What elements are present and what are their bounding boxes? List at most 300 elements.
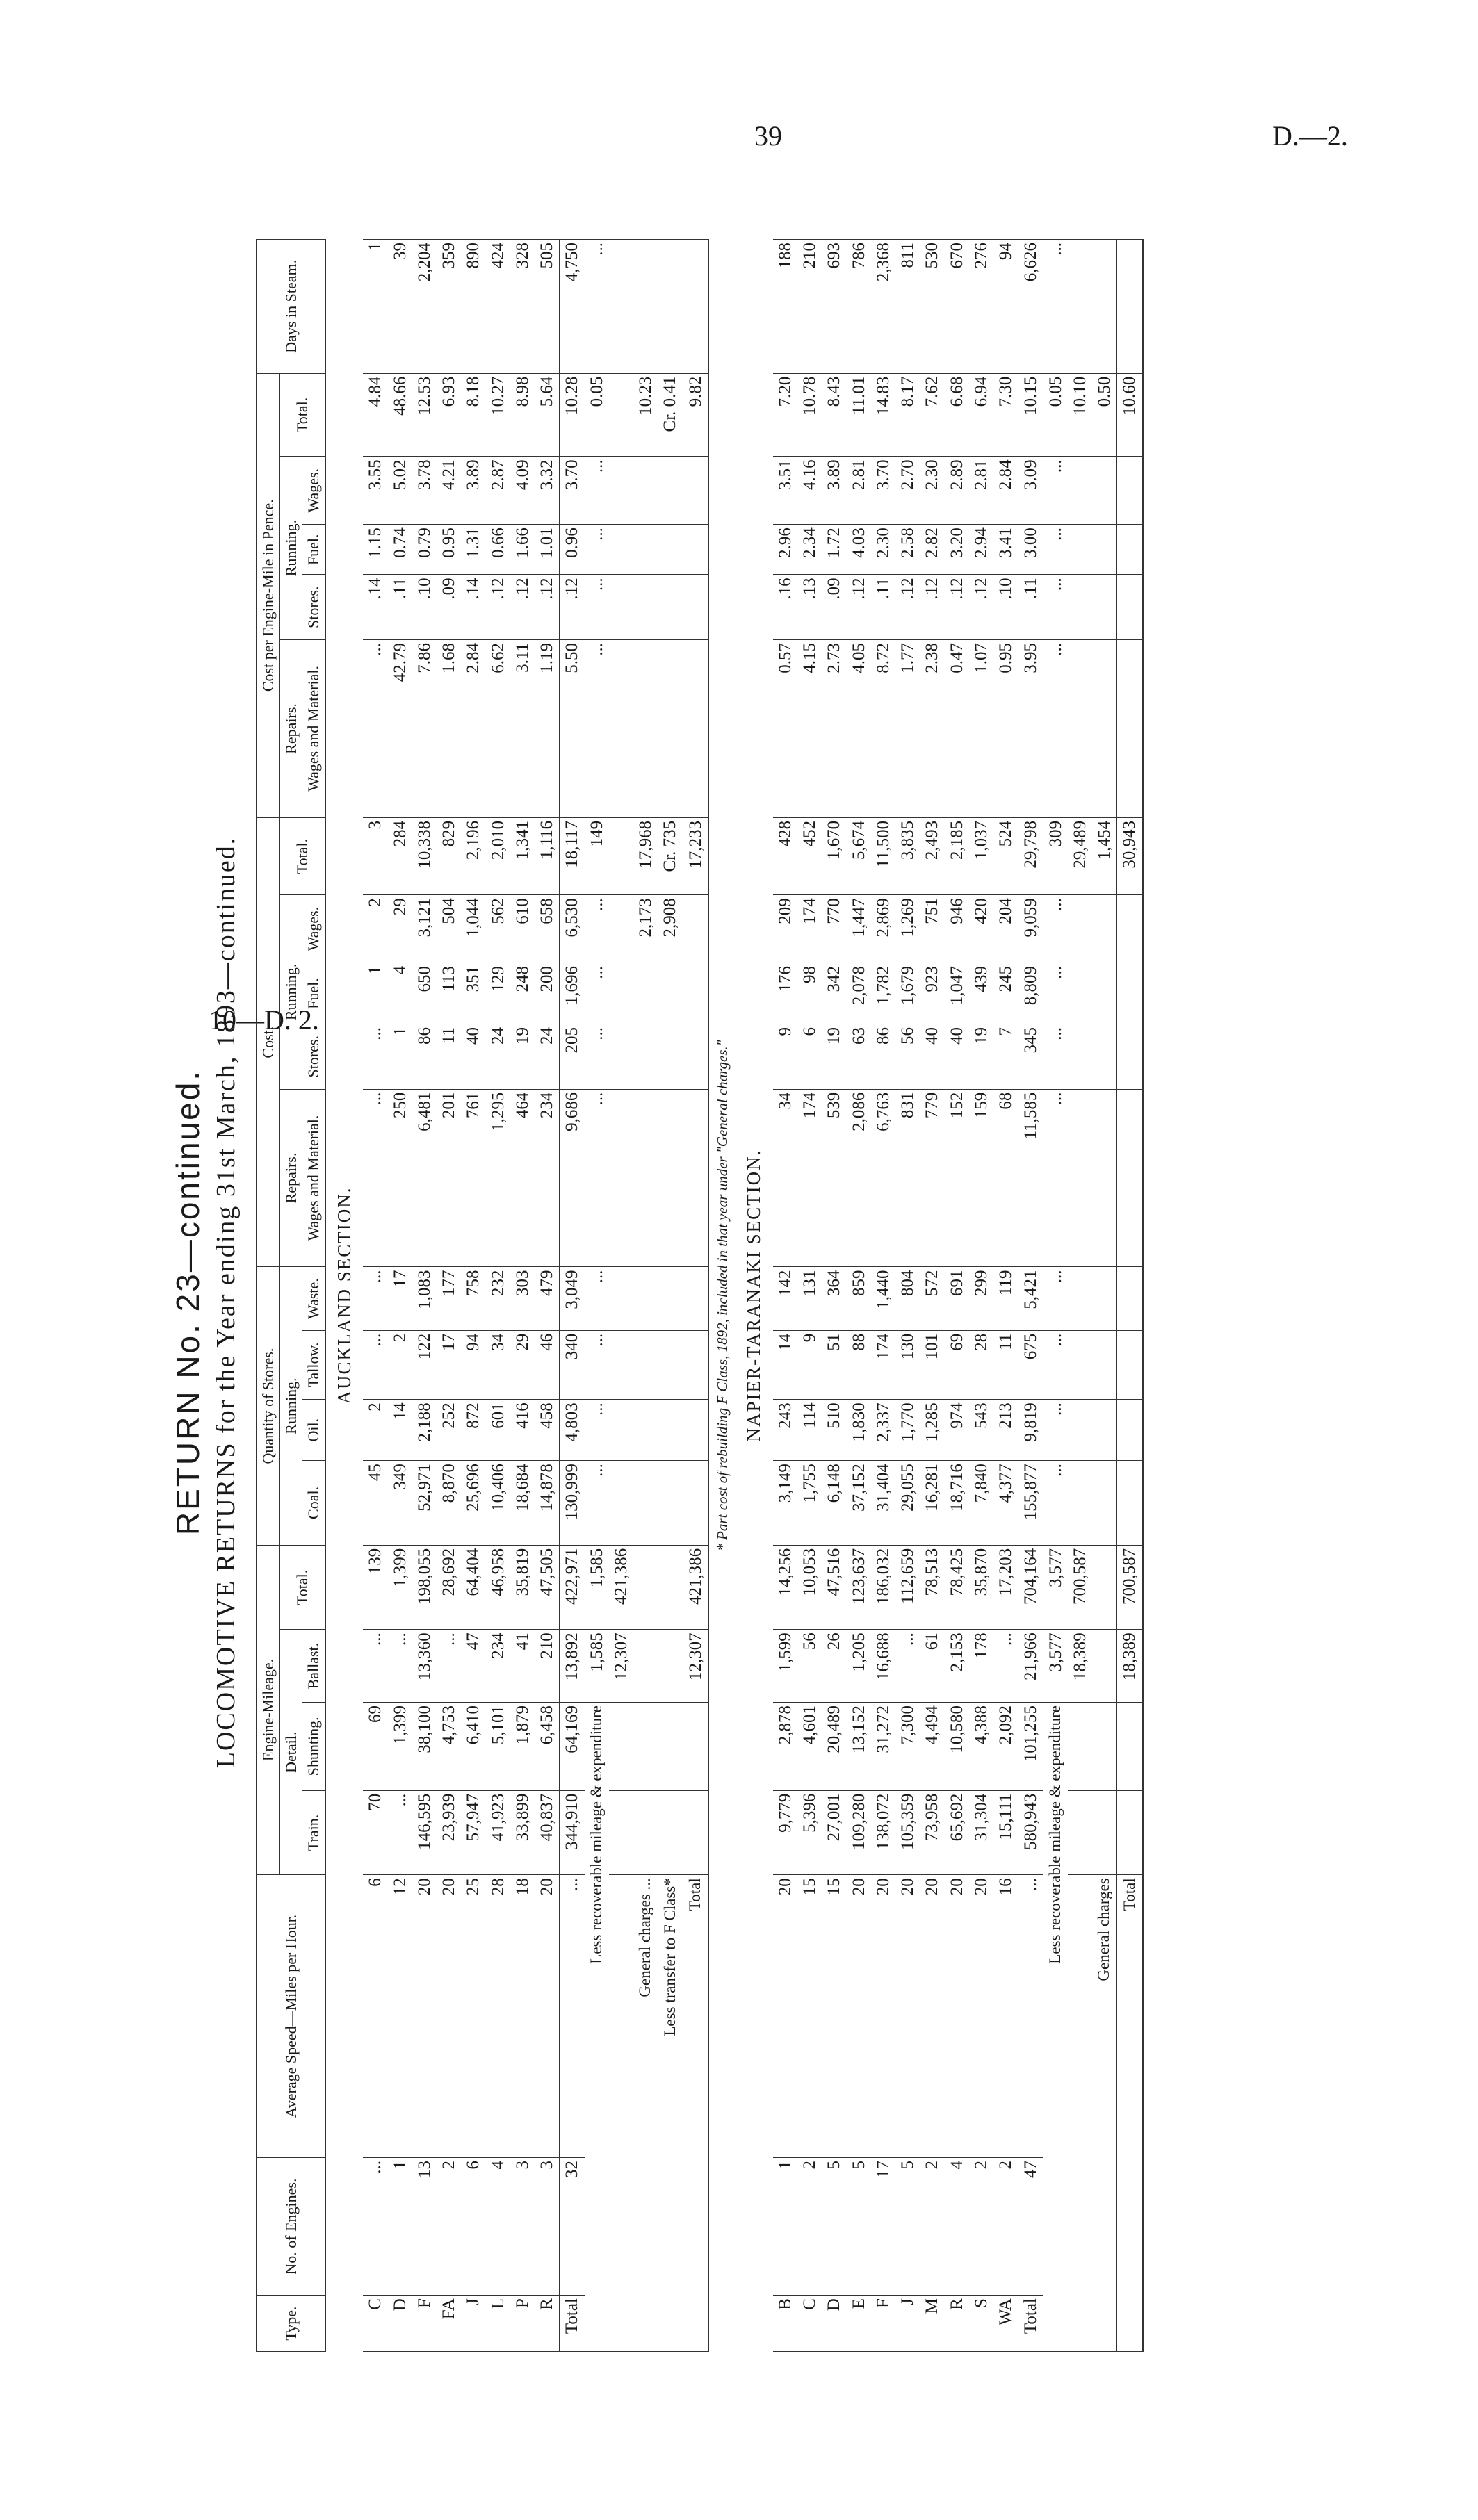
- table-cell: 20: [847, 1875, 871, 2158]
- table-cell: 761: [461, 1089, 485, 1267]
- table-cell: 2,010: [486, 817, 510, 894]
- empty-cell: [609, 640, 633, 818]
- subgroup-cost-repairs: Repairs.: [279, 1089, 302, 1267]
- table-cell: 1,782: [871, 963, 895, 1024]
- table-cell: 73,958: [920, 1790, 944, 1875]
- table-cell: .12: [945, 575, 969, 640]
- table-cell: 2: [437, 2157, 461, 2295]
- total-row: [1018, 240, 1043, 2352]
- table-cell: 47: [1018, 2157, 1043, 2295]
- table-cell: 1: [388, 1024, 412, 1089]
- table-cell: 670: [945, 240, 969, 374]
- table-cell: 205: [560, 1024, 585, 1089]
- table-cell: 1,670: [822, 817, 846, 894]
- table-cell: 3.55: [363, 457, 387, 525]
- table-cell: ...: [585, 1461, 609, 1546]
- col-pence-wages: Wages.: [302, 457, 325, 525]
- table-cell: 1,399: [388, 1545, 412, 1630]
- table-cell: 86: [871, 1024, 895, 1089]
- table-cell: 1,037: [969, 817, 993, 894]
- table-cell: 64,169: [560, 1703, 585, 1791]
- empty-cell: [1092, 1790, 1117, 1875]
- table-cell: 2: [363, 895, 387, 963]
- table-cell: 25: [461, 1875, 485, 2158]
- table-cell: 10.27: [486, 373, 510, 457]
- table-cell: 2,188: [412, 1400, 437, 1461]
- table-cell: 2: [797, 2157, 822, 2295]
- empty-cell: [658, 575, 683, 640]
- empty-cell: [1117, 1703, 1143, 1791]
- table-cell: 9,779: [773, 1790, 797, 1875]
- table-cell: 4.84: [363, 373, 387, 457]
- table-cell: 201: [437, 1089, 461, 1267]
- table-cell: 5.02: [388, 457, 412, 525]
- table-cell: 15,111: [993, 1790, 1018, 1875]
- table-cell: 47,505: [535, 1545, 560, 1630]
- table-cell: 101,255: [1018, 1703, 1043, 1791]
- engine-type: P: [510, 2296, 535, 2352]
- table-cell: 2.87: [486, 457, 510, 525]
- table-cell: .12: [486, 575, 510, 640]
- table-cell: ...: [1018, 1875, 1043, 2158]
- subgroup-pence-repairs: Repairs.: [279, 640, 302, 818]
- empty-cell: [1092, 1024, 1117, 1089]
- table-cell: 10.10: [1068, 373, 1092, 457]
- empty-cell: [633, 640, 658, 818]
- table-cell: 10.60: [1117, 373, 1143, 457]
- table-cell: 11: [437, 1024, 461, 1089]
- table-cell: 1,454: [1092, 817, 1117, 894]
- col-engines: No. of Engines.: [257, 2157, 325, 2295]
- empty-cell: [683, 1790, 708, 1875]
- table-cell: 4.15: [797, 640, 822, 818]
- table-cell: 6: [461, 2157, 485, 2295]
- table-cell: 18,389: [1117, 1630, 1143, 1703]
- table-cell: 786: [847, 240, 871, 374]
- table-cell: 344,910: [560, 1790, 585, 1875]
- table-cell: 1.19: [535, 640, 560, 818]
- table-cell: .14: [461, 575, 485, 640]
- table-cell: 10,580: [945, 1703, 969, 1791]
- table-cell: 2.30: [871, 525, 895, 575]
- empty-cell: [1092, 963, 1117, 1024]
- table-cell: 2: [363, 1400, 387, 1461]
- table-cell: 234: [535, 1089, 560, 1267]
- table-cell: 13,892: [560, 1630, 585, 1703]
- empty-cell: [1092, 575, 1117, 640]
- engine-type: R: [535, 2296, 560, 2352]
- section-heading: AUCKLAND SECTION.: [333, 1186, 355, 1405]
- table-row: [773, 240, 797, 2352]
- table-cell: ...: [437, 1630, 461, 1703]
- table-cell: 422,971: [560, 1545, 585, 1630]
- table-cell: 27,001: [822, 1790, 846, 1875]
- table-cell: 3.95: [1018, 640, 1043, 818]
- table-cell: ...: [1043, 1267, 1068, 1330]
- empty-cell: [683, 1461, 708, 1546]
- table-cell: 7,300: [895, 1703, 920, 1791]
- table-cell: 1,830: [847, 1400, 871, 1461]
- table-cell: 0.95: [993, 640, 1018, 818]
- table-row: [437, 240, 461, 2352]
- table-row: [895, 240, 920, 2352]
- table-cell: 1,044: [461, 895, 485, 963]
- table-cell: 4: [388, 963, 412, 1024]
- table-cell: 46: [535, 1330, 560, 1400]
- empty-cell: [633, 1630, 658, 1703]
- table-cell: 131: [797, 1267, 822, 1330]
- subgroup-detail: Detail.: [279, 1630, 302, 1875]
- empty-cell: [1117, 895, 1143, 963]
- empty-cell: [658, 1330, 683, 1400]
- table-cell: 452: [797, 817, 822, 894]
- table-cell: 758: [461, 1267, 485, 1330]
- table-cell: ...: [585, 640, 609, 818]
- table-cell: 691: [945, 1267, 969, 1330]
- table-cell: .12: [535, 575, 560, 640]
- table-cell: .09: [437, 575, 461, 640]
- empty-cell: [683, 1089, 708, 1267]
- table-cell: 2: [388, 1330, 412, 1400]
- empty-cell: [633, 457, 658, 525]
- section-heading-row: [325, 240, 364, 2352]
- empty-cell: [683, 895, 708, 963]
- table-cell: 123,637: [847, 1545, 871, 1630]
- table-cell: 188: [773, 240, 797, 374]
- table-cell: 149: [585, 817, 609, 894]
- table-cell: 1,755: [797, 1461, 822, 1546]
- empty-cell: [1068, 575, 1092, 640]
- table-cell: 198,055: [412, 1545, 437, 1630]
- table-cell: 2.84: [461, 640, 485, 818]
- table-cell: ...: [1043, 1330, 1068, 1400]
- table-cell: 543: [969, 1400, 993, 1461]
- table-cell: 68: [993, 1089, 1018, 1267]
- table-cell: 3.09: [1018, 457, 1043, 525]
- table-cell: ...: [363, 1267, 387, 1330]
- subgroup-pence-running: Running.: [279, 457, 302, 640]
- table-cell: 52,971: [412, 1461, 437, 1546]
- table-cell: 510: [822, 1400, 846, 1461]
- table-cell: 2.81: [847, 457, 871, 525]
- table-cell: 129: [486, 963, 510, 1024]
- table-cell: 12: [388, 1875, 412, 2158]
- table-cell: ...: [585, 1089, 609, 1267]
- table-cell: 4,803: [560, 1400, 585, 1461]
- table-cell: 177: [437, 1267, 461, 1330]
- return-subtitle: LOCOMOTIVE RETURNS for the Year ending 31st March, 1893—continued.: [211, 836, 241, 1769]
- table-cell: 11,500: [871, 817, 895, 894]
- table-cell: 1.07: [969, 640, 993, 818]
- table-cell: 1,679: [895, 963, 920, 1024]
- empty-cell: [609, 1330, 633, 1400]
- table-cell: 9,686: [560, 1089, 585, 1267]
- empty-cell: [1068, 963, 1092, 1024]
- table-cell: ...: [993, 1630, 1018, 1703]
- table-cell: 5.50: [560, 640, 585, 818]
- table-cell: 0.50: [1092, 373, 1117, 457]
- table-cell: 61: [920, 1630, 944, 1703]
- table-cell: 119: [993, 1267, 1018, 1330]
- table-cell: 56: [797, 1630, 822, 1703]
- page-number: 39: [754, 120, 782, 152]
- table-cell: 8,870: [437, 1461, 461, 1546]
- table-cell: .14: [363, 575, 387, 640]
- engine-type: C: [363, 2296, 387, 2352]
- row-label: Total: [1018, 2296, 1043, 2352]
- table-cell: 10,338: [412, 817, 437, 894]
- table-cell: 17,203: [993, 1545, 1018, 1630]
- empty-cell: [1068, 525, 1092, 575]
- footnote: * Part cost of rebuilding F Class, 1892, included in that year under "General charges.": [713, 1040, 731, 1551]
- table-cell: ...: [388, 1790, 412, 1875]
- table-cell: 26: [822, 1630, 846, 1703]
- table-cell: 1,447: [847, 895, 871, 963]
- table-row: [388, 240, 412, 2352]
- table-cell: 4,494: [920, 1703, 944, 1791]
- table-cell: .12: [920, 575, 944, 640]
- table-cell: 1,285: [920, 1400, 944, 1461]
- empty-cell: [633, 1024, 658, 1089]
- table-cell: 70: [363, 1790, 387, 1875]
- table-cell: 78,513: [920, 1545, 944, 1630]
- table-cell: 349: [388, 1461, 412, 1546]
- table-cell: Cr. 735: [658, 817, 683, 894]
- table-cell: 2.82: [920, 525, 944, 575]
- empty-cell: [1092, 1330, 1117, 1400]
- table-cell: 155,877: [1018, 1461, 1043, 1546]
- table-cell: 3,835: [895, 817, 920, 894]
- table-cell: 5,101: [486, 1703, 510, 1791]
- table-cell: ...: [1043, 963, 1068, 1024]
- table-cell: 8.72: [871, 640, 895, 818]
- transfer-row: [658, 240, 683, 2352]
- engine-type: M: [920, 2296, 944, 2352]
- empty-cell: [1092, 1630, 1117, 1703]
- engine-type: R: [945, 2296, 969, 2352]
- engine-type: D: [822, 2296, 846, 2352]
- empty-cell: [1068, 640, 1092, 818]
- table-cell: 428: [773, 817, 797, 894]
- table-cell: 4,601: [797, 1703, 822, 1791]
- table-cell: 4.21: [437, 457, 461, 525]
- table-cell: 63: [847, 1024, 871, 1089]
- table-cell: 890: [461, 240, 485, 374]
- table-cell: 47: [461, 1630, 485, 1703]
- table-cell: 6,148: [822, 1461, 846, 1546]
- empty-cell: [1092, 1545, 1117, 1630]
- section-heading: NAPIER-TARANAKI SECTION.: [743, 1149, 764, 1442]
- table-cell: 101: [920, 1330, 944, 1400]
- engine-type: B: [773, 2296, 797, 2352]
- empty-cell: [609, 1024, 633, 1089]
- table-cell: 40: [461, 1024, 485, 1089]
- table-cell: 19: [822, 1024, 846, 1089]
- table-cell: 213: [993, 1400, 1018, 1461]
- table-cell: 4.16: [797, 457, 822, 525]
- table-cell: 42.79: [388, 640, 412, 818]
- empty-cell: [633, 575, 658, 640]
- table-cell: 12,307: [609, 1630, 633, 1703]
- table-cell: 1,599: [773, 1630, 797, 1703]
- table-cell: 1.68: [437, 640, 461, 818]
- table-row: [920, 240, 944, 2352]
- empty-cell: [633, 1330, 658, 1400]
- table-cell: 234: [486, 1630, 510, 1703]
- table-cell: 4.05: [847, 640, 871, 818]
- col-mileage-total: Total.: [279, 1545, 325, 1630]
- empty-cell: [683, 1703, 708, 1791]
- table-cell: 248: [510, 963, 535, 1024]
- table-cell: 174: [797, 895, 822, 963]
- table-cell: 31,404: [871, 1461, 895, 1546]
- table-cell: .11: [388, 575, 412, 640]
- empty-cell: [1068, 895, 1092, 963]
- table-cell: ...: [1043, 525, 1068, 575]
- empty-cell: [1068, 1089, 1092, 1267]
- empty-cell: [658, 240, 683, 374]
- table-cell: 3.70: [560, 457, 585, 525]
- table-cell: 3: [363, 817, 387, 894]
- col-coal: Coal.: [302, 1461, 325, 1546]
- empty-cell: [1068, 1330, 1092, 1400]
- table-cell: 1,399: [388, 1703, 412, 1791]
- table-cell: 693: [822, 240, 846, 374]
- empty-cell: [633, 240, 658, 374]
- page-footer-reference: 10—D. 2.: [209, 1004, 319, 1036]
- table-cell: 3: [535, 2157, 560, 2295]
- table-cell: 24: [535, 1024, 560, 1089]
- table-cell: 6,530: [560, 895, 585, 963]
- row-label: [1068, 1875, 1092, 2352]
- general-charges-row: [1092, 240, 1117, 2352]
- table-cell: 3,577: [1043, 1545, 1068, 1630]
- table-cell: 5: [822, 2157, 846, 2295]
- table-cell: 37,152: [847, 1461, 871, 1546]
- table-cell: ...: [585, 240, 609, 374]
- table-cell: 4.03: [847, 525, 871, 575]
- table-cell: 130: [895, 1330, 920, 1400]
- table-cell: 2.96: [773, 525, 797, 575]
- table-cell: 35,819: [510, 1545, 535, 1630]
- table-row: [412, 240, 437, 2352]
- empty-cell: [1068, 1400, 1092, 1461]
- table-cell: 3.89: [822, 457, 846, 525]
- empty-cell: [633, 1703, 658, 1791]
- col-tallow: Tallow.: [302, 1330, 325, 1400]
- table-cell: ...: [363, 2157, 387, 2295]
- table-cell: 48.66: [388, 373, 412, 457]
- table-cell: ...: [1043, 575, 1068, 640]
- table-cell: 421,386: [609, 1545, 633, 1630]
- table-cell: 6,626: [1018, 240, 1043, 374]
- table-cell: 245: [993, 963, 1018, 1024]
- table-cell: 2.70: [895, 457, 920, 525]
- table-cell: 17,968: [633, 817, 658, 894]
- empty-cell: [1068, 1703, 1092, 1791]
- engine-type: S: [969, 2296, 993, 2352]
- table-cell: 8.17: [895, 373, 920, 457]
- empty-cell: [1092, 240, 1117, 374]
- table-cell: 1: [773, 2157, 797, 2295]
- table-cell: 2,878: [773, 1703, 797, 1791]
- col-shunting: Shunting.: [302, 1703, 325, 1791]
- table-cell: 20,489: [822, 1703, 846, 1791]
- table-cell: 1: [363, 240, 387, 374]
- table-cell: 45: [363, 1461, 387, 1546]
- table-cell: 88: [847, 1330, 871, 1400]
- table-cell: 601: [486, 1400, 510, 1461]
- empty-cell: [1117, 525, 1143, 575]
- table-cell: 69: [945, 1330, 969, 1400]
- table-cell: 0.74: [388, 525, 412, 575]
- empty-cell: [1068, 240, 1092, 374]
- table-cell: 8,809: [1018, 963, 1043, 1024]
- empty-cell: [1092, 895, 1117, 963]
- table-row: [847, 240, 871, 2352]
- table-cell: 20: [535, 1875, 560, 2158]
- table-cell: 1,341: [510, 817, 535, 894]
- table-cell: 152: [945, 1089, 969, 1267]
- table-cell: Cr. 0.41: [658, 373, 683, 457]
- empty-cell: [1092, 1400, 1117, 1461]
- table-cell: 2.94: [969, 525, 993, 575]
- table-cell: ...: [585, 1330, 609, 1400]
- table-cell: 2.81: [969, 457, 993, 525]
- table-cell: 0.47: [945, 640, 969, 818]
- table-cell: 4,377: [993, 1461, 1018, 1546]
- table-cell: 243: [773, 1400, 797, 1461]
- table-cell: ...: [895, 1630, 920, 1703]
- table-cell: 3,149: [773, 1461, 797, 1546]
- empty-cell: [658, 525, 683, 575]
- table-cell: 20: [969, 1875, 993, 2158]
- table-cell: 109,280: [847, 1790, 871, 1875]
- table-cell: 9: [773, 1024, 797, 1089]
- table-cell: 2: [993, 2157, 1018, 2295]
- table-cell: 200: [535, 963, 560, 1024]
- table-cell: 424: [486, 240, 510, 374]
- table-cell: ...: [585, 1024, 609, 1089]
- table-cell: 2,337: [871, 1400, 895, 1461]
- empty-cell: [1068, 1461, 1092, 1546]
- table-cell: 675: [1018, 1330, 1043, 1400]
- table-cell: 5.64: [535, 373, 560, 457]
- table-cell: 178: [969, 1630, 993, 1703]
- empty-cell: [1068, 1790, 1092, 1875]
- table-cell: 13,152: [847, 1703, 871, 1791]
- table-cell: 420: [969, 895, 993, 963]
- empty-cell: [609, 1089, 633, 1267]
- table-cell: 204: [993, 895, 1018, 963]
- table-cell: 12.53: [412, 373, 437, 457]
- table-cell: 0.79: [412, 525, 437, 575]
- table-cell: 29,489: [1068, 817, 1092, 894]
- empty-cell: [658, 1703, 683, 1791]
- table-cell: 11: [993, 1330, 1018, 1400]
- subgroup-stores-running: Running.: [279, 1267, 302, 1545]
- table-cell: 112,659: [895, 1545, 920, 1630]
- table-cell: 364: [822, 1267, 846, 1330]
- table-cell: 974: [945, 1400, 969, 1461]
- empty-cell: [1117, 1089, 1143, 1267]
- table-cell: 29: [510, 1330, 535, 1400]
- table-cell: 416: [510, 1400, 535, 1461]
- table-cell: 139: [363, 1545, 387, 1630]
- empty-cell: [1092, 457, 1117, 525]
- table-cell: 24: [486, 1024, 510, 1089]
- empty-cell: [1117, 1330, 1143, 1400]
